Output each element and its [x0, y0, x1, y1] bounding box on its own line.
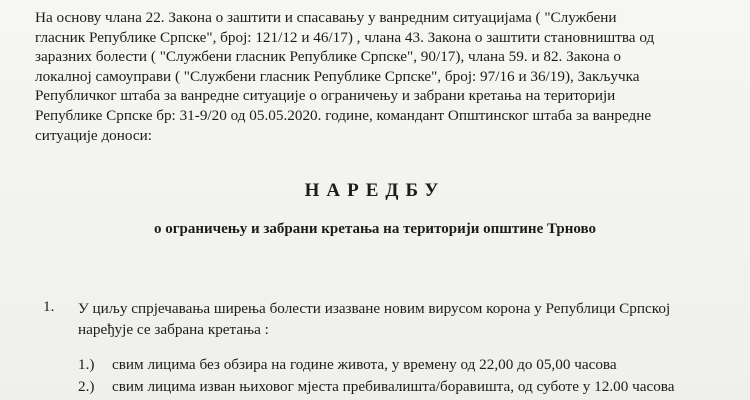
intro-line: На основу члана 22. Закона о заштити и спасавању у ванредним ситуацијама ( "Службени: [35, 9, 617, 26]
intro-line: Републике Српске бр: 31-9/20 од 05.05.2020. године, командант Општинског штаба за ванредне: [35, 106, 652, 124]
subitem-text: свим лицима без обзира на године живота, у времену од 22,00 до 05,00 часова: [112, 356, 617, 373]
item-line: У циљу спрјечавања ширења болести изазване новим вирусом корона у Републици Српској: [78, 300, 671, 317]
document-subtitle: о ограничењу и забрани кретања на територији општине Трново: [153, 221, 597, 237]
subitem: [78, 378, 675, 396]
intro-line: гласник Републике Српске", број: 121/12 и 46/17) , члана 43. Закона о заштити становништва од: [35, 28, 655, 46]
subitem-text: свим лицима изван њиховог мјеста пребивалишта/боравишта, од суботе у 12.00 часова: [112, 378, 675, 395]
item-line: наређује се забрана кретања :: [78, 321, 269, 338]
intro-line: Републичког штаба за ванредне ситуације о ограничењу и забрани кретања на територији: [35, 87, 616, 105]
document-title: НАРЕДБУ: [304, 180, 446, 201]
item-number: 1.: [43, 298, 55, 315]
subitem: [78, 356, 617, 374]
intro-line: локалној самоуправи ( "Службени гласник Републике Српске", број: 97/16 и 36/19), Закључка: [35, 67, 640, 85]
subitem-number: 2.): [78, 378, 95, 395]
subitem-number: 1.): [78, 356, 95, 373]
intro-line: ситуације доноси:: [35, 126, 152, 144]
item-body: [78, 298, 738, 340]
intro-line: заразних болести ( "Службени гласник Републике Српске", 90/17), члана 59. и 82. Закона о: [35, 48, 621, 66]
intro-paragraph: [35, 8, 735, 145]
